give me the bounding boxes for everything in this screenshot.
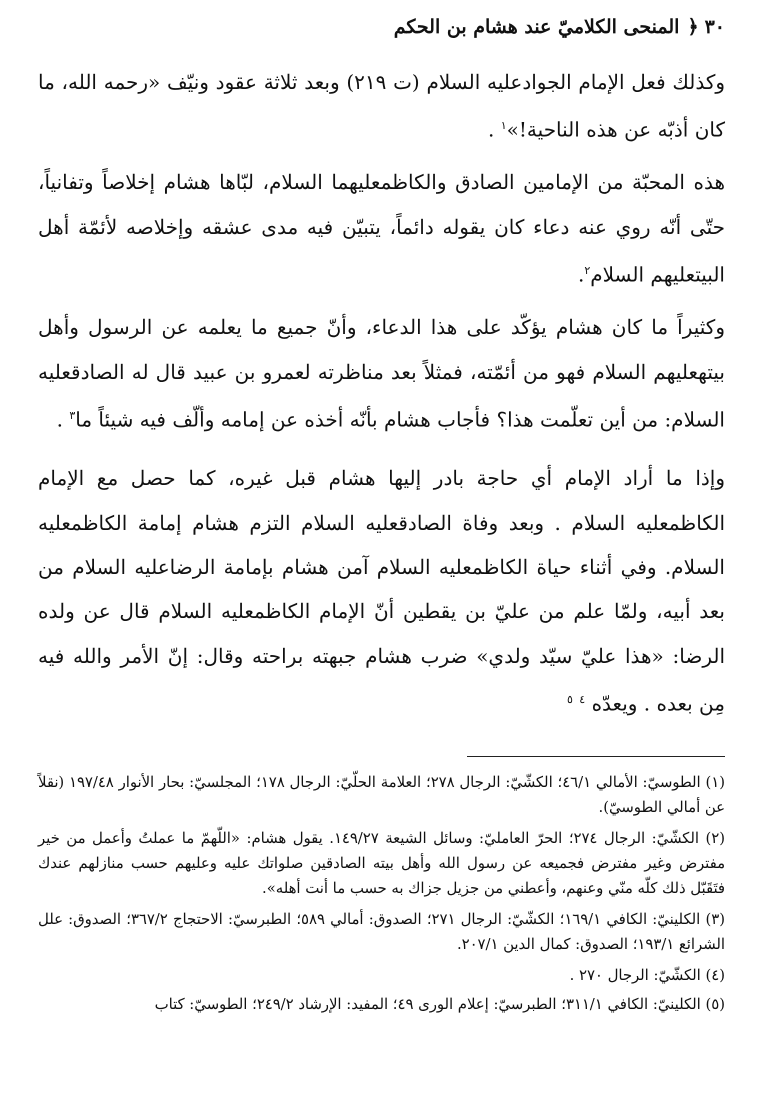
- footnote: (٣) الكلينيّ: الكافي ١٦٩/١؛ الكشّيّ: الرجال ٢٧١؛ الصدوق: أمالي ٥٨٩؛ الطبرسيّ: الاحتجاج ٣٦٧/٢؛ الصدوق: علل الشرائع ١٩٣/١؛ الصدوق: كمال الدين ٢٠٧/١.: [38, 911, 725, 953]
- page-number: ٣٠: [704, 16, 725, 38]
- footnote-ref: ٢: [584, 264, 591, 278]
- footnotes: [38, 770, 725, 1021]
- footnote: (٤) الكشّيّ: الرجال ٢٧٠ .: [569, 967, 725, 984]
- footnote-ref: ٤: [579, 693, 586, 707]
- paragraph: وكذلك فعل الإمام الجوادعليه السلام (ت ٢١٩) وبعد ثلاثة عقود ونيّف «رحمه الله، ما كان أذبّه عن هذه الناحية!»$^١$ .: [38, 70, 726, 143]
- running-title: المنحى الكلاميّ عند هشام بن الحكم: [393, 16, 680, 38]
- footnote: (٥) الكلينيّ: الكافي ٣١١/١؛ الطبرسيّ: إعلام الورى ٤٩؛ المفيد: الإرشاد ٢٤٩/٢؛ الطوسيّ: كتاب: [154, 996, 725, 1013]
- footnote-ref: ٥: [567, 693, 573, 707]
- running-header: [38, 0, 725, 54]
- paragraph: وإذا ما أراد الإمام أي حاجة بادر إليها هشام قبل غيره، كما حصل مع الإمام الكاظمعليه السلام . وبعد وفاة الصادقعليه السلام التزم هشام إمامة الكاظمعليه السلام. وفي أثناء حياة الكاظمعليه السلام آمن هشام بإمامة الرضاعليه السلام من بعد أبيه، ولمّا علم من عليّ بن يقطين أنّ الإمام الكاظمعليه السلام قال عن ولده الرضا: «هذا عليّ سيّد ولدي» ضرب هشام جبهته براحته وقال: إنّ الأمر والله فيه مِن بعده . ويعدّه $^٤$ $^٥$: [38, 466, 726, 716]
- page-number-mark: ﴿: [687, 16, 699, 38]
- footnote: (١) الطوسيّ: الأمالي ٤٦/١؛ الكشّيّ: الرجال ٢٧٨؛ العلامة الحلّيّ: الرجال ١٧٨؛ المجلسيّ: بحار الأنوار ١٩٧/٤٨ (نقلاً عن أمالي الطوسيّ).: [38, 774, 725, 816]
- footnote-ref: ٣: [69, 409, 76, 423]
- paragraph: هذه المحبّة من الإمامين الصادق والكاظمعليهما السلام، لبّاها هشام إخلاصاً وتفانياً، حتّى أنّه روي عنه دعاء كان يقوله دائماً، يتبيّن فيه مدى عشقه وإخلاصه لأئمّة أهل البيتعليهم السلام$^٢$.: [38, 170, 725, 287]
- footnote: (٢) الكشّيّ: الرجال ٢٧٤؛ الحرّ العامليّ: وسائل الشيعة ١٤٩/٢٧. يقول هشام: «اللّهمّ ما عملتُ وأعمل من خير مفترض وغير مفترض فجميعه عن رسول الله وأهل بيته الصادقين صلواتك عليه وعليهم حسب منازلهم عندك فتَقَبّل ذلك كلّه منّي وعنهم، وأعطني من جزيل جزاك به حسب ما أنت أهله».: [38, 830, 725, 897]
- main-text: [38, 60, 725, 726]
- paragraph: وكثيراً ما كان هشام يؤكّد على هذا الدعاء، وأنّ جميع ما يعلمه عن الرسول وأهل بيتهعليهم السلام فهو من أئمّته، فمثلاً بعد مناظرته لعمرو بن عبيد قال له الصادقعليه السلام: من أين تعلّمت هذا؟ فأجاب هشام بأنّه أخذه عن إمامه وألّف فيه شيئاً ما$^٣$ .: [38, 315, 725, 432]
- footnote-ref: ١: [500, 119, 507, 133]
- footnote-separator: [467, 756, 725, 757]
